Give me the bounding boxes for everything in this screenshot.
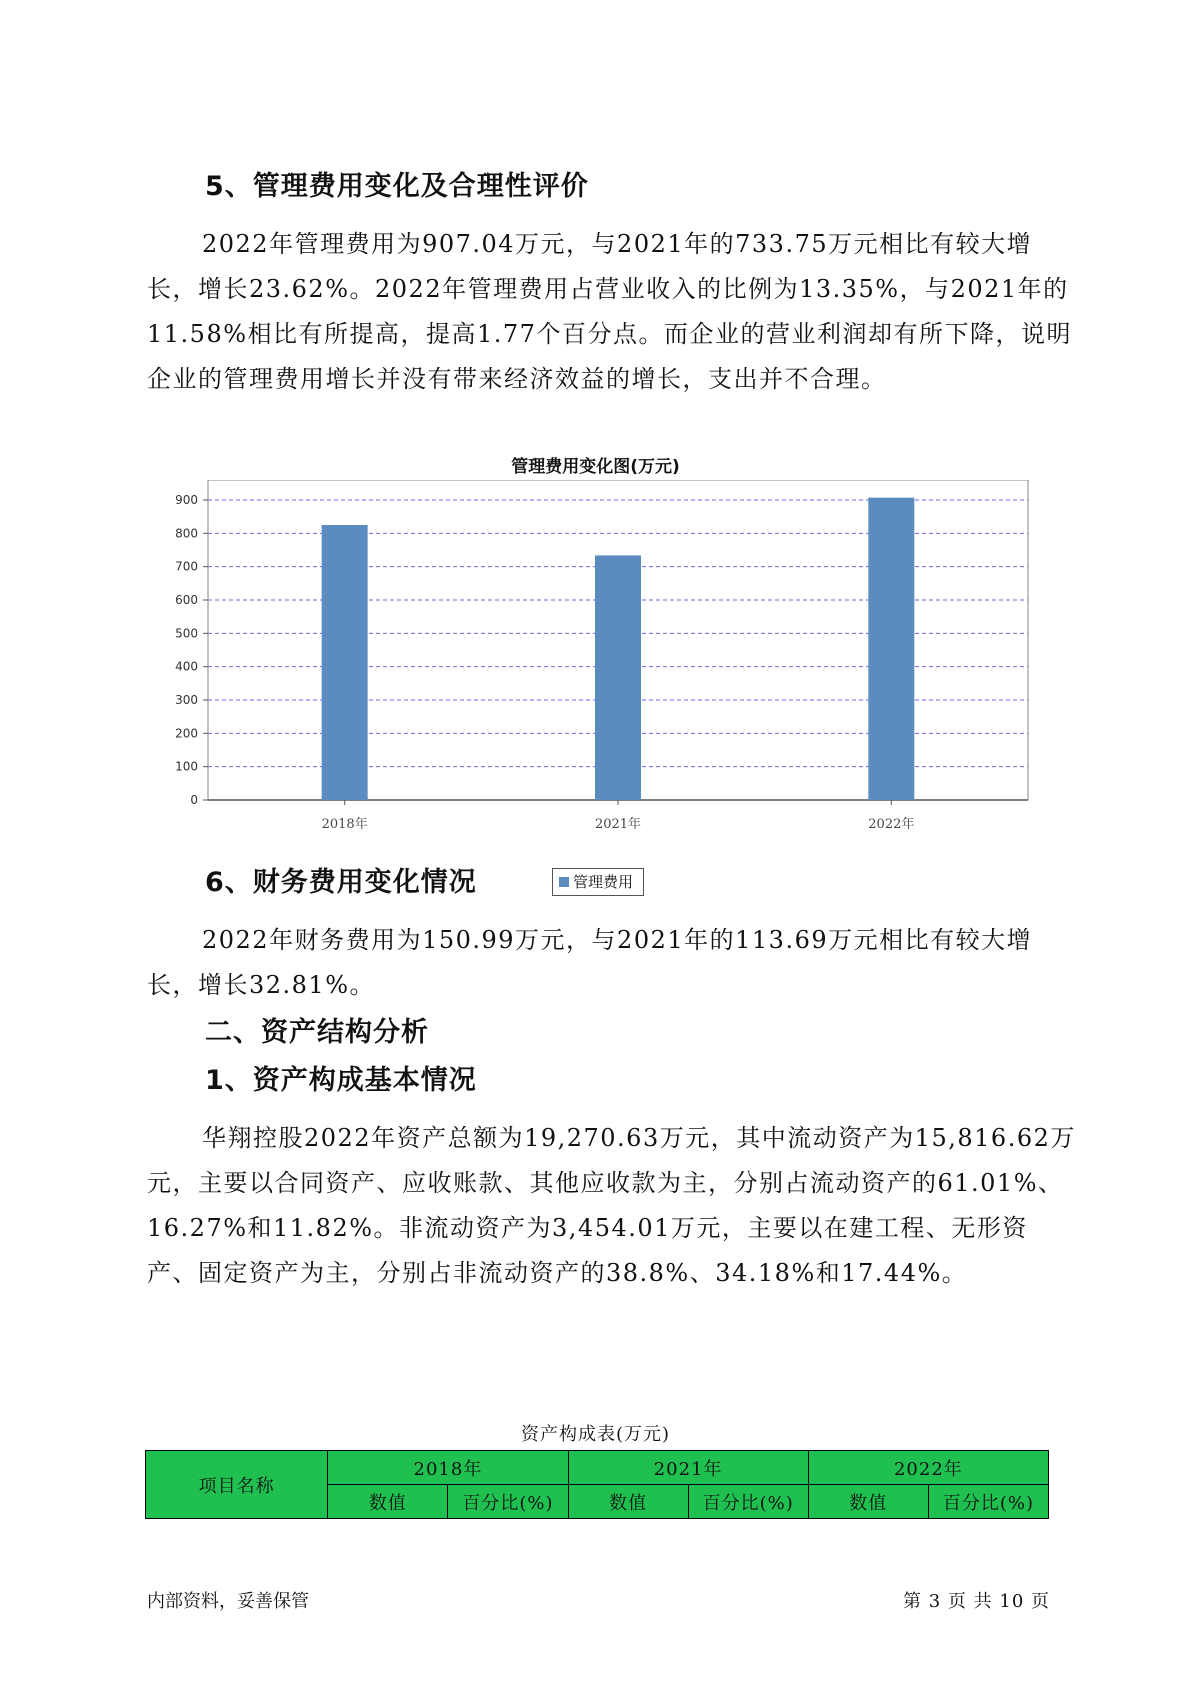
y-tick-label: 900 <box>175 493 198 507</box>
x-tick-label: 2022年 <box>868 817 915 832</box>
y-tick-label: 500 <box>175 626 198 641</box>
y-tick-label: 100 <box>175 759 198 774</box>
year-header-2021: 2021年 <box>568 1451 808 1485</box>
y-tick-label: 400 <box>175 659 198 674</box>
y-tick-label: 0 <box>190 793 198 807</box>
value-header: 数值 <box>568 1485 688 1519</box>
bar-2 <box>595 555 641 800</box>
table-caption: 资产构成表(万元) <box>520 1424 671 1445</box>
management-expense-chart <box>150 480 1030 850</box>
footer-confidential: 内部资料，妥善保管 <box>147 1591 309 1612</box>
y-tick-label: 600 <box>175 593 198 607</box>
section-1-paragraph: 华翔控股2022年资产总额为19,270.63万元，其中流动资产为15,816.62万元，主要以合同资产、应收账款、其他应收款为主，分别占流动资产的61.01%、16.27%和11.82%。非流动资产为3,454.01万元，主要以在建工程、无形资产、固定资产为主，分别占非流动资产的38.8%、34.18%和17.44%。 <box>147 1124 1076 1287</box>
value-header: 数值 <box>808 1485 928 1519</box>
percent-header: 百分比(%) <box>448 1485 568 1519</box>
table-header-row <box>146 1451 1049 1485</box>
chart-title: 管理费用变化图(万元) <box>511 457 680 477</box>
footer-page-number: 第 3 页 共 10 页 <box>903 1591 1050 1612</box>
y-tick-label: 200 <box>175 726 198 741</box>
year-header-2022: 2022年 <box>808 1451 1048 1485</box>
part-2-heading: 二、资产结构分析 <box>205 1017 429 1048</box>
section-5-paragraph: 2022年管理费用为907.04万元，与2021年的733.75万元相比有较大增长，增长23.62%。2022年管理费用占营业收入的比例为13.35%，与2021年的11.58%相比有所提高，提高1.77个百分点。而企业的营业利润却有所下降，说明企业的管理费用增长并没有带来经济效益的增长，支出并不合理。 <box>147 230 1072 393</box>
section-6-paragraph: 2022年财务费用为150.99万元，与2021年的113.69万元相比有较大增长，增长32.81%。 <box>147 926 1033 999</box>
bar-3 <box>868 498 914 800</box>
percent-header: 百分比(%) <box>688 1485 808 1519</box>
section-5-heading: 5、管理费用变化及合理性评价 <box>205 171 589 202</box>
x-tick-label: 2018年 <box>321 817 368 832</box>
year-header-2018: 2018年 <box>328 1451 568 1485</box>
asset-structure-table <box>145 1450 1049 1519</box>
percent-header: 百分比(%) <box>928 1485 1048 1519</box>
bar-1 <box>322 525 368 800</box>
chart-legend <box>552 868 644 896</box>
legend-swatch <box>559 877 569 887</box>
legend-label: 管理费用 <box>573 873 634 891</box>
item-name-header: 项目名称 <box>146 1451 328 1519</box>
x-tick-label: 2021年 <box>594 817 642 832</box>
y-tick-label: 700 <box>175 559 198 574</box>
y-tick-label: 300 <box>175 693 198 707</box>
y-tick-label: 800 <box>175 526 198 541</box>
section-1-heading: 1、资产构成基本情况 <box>205 1065 477 1096</box>
section-6-heading: 6、财务费用变化情况 <box>205 867 477 898</box>
value-header: 数值 <box>328 1485 448 1519</box>
